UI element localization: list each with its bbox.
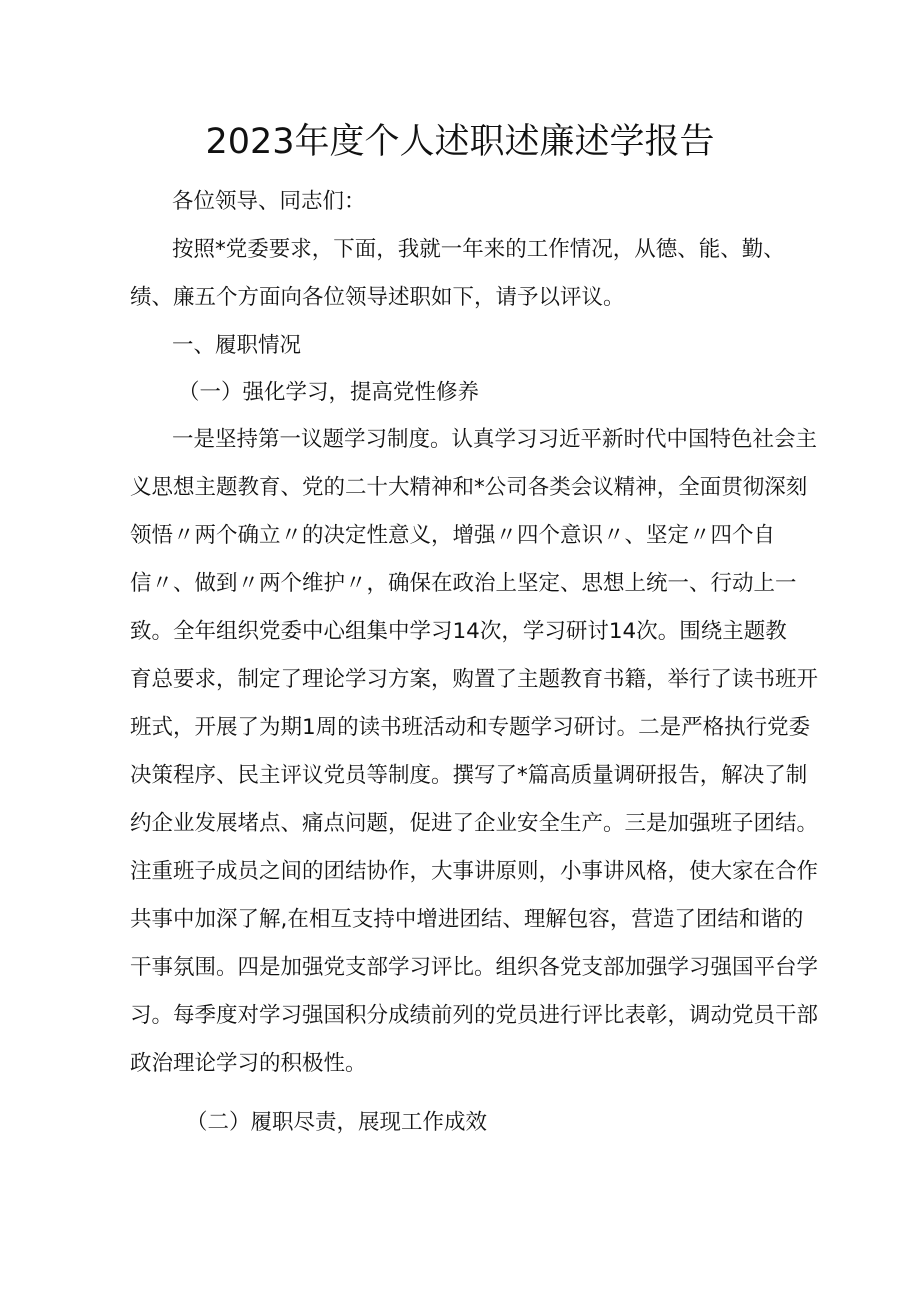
body-line: 政治理论学习的积极性。 — [130, 1051, 367, 1076]
body-line: 班式，开展了为期1周的读书班活动和专题学习研讨。二是严格执行党委 — [130, 715, 811, 740]
body-line: 决策程序、民主评议党员等制度。撰写了*篇高质量调研报告，解决了制 — [130, 763, 808, 788]
body-line: 约企业发展堵点、痛点问题，促进了企业安全生产。三是加强班子团结。 — [130, 811, 819, 836]
body-line: 一是坚持第一议题学习制度。认真学习习近平新时代中国特色社会主 — [172, 427, 818, 452]
subsection-heading: （一）强化学习，提高党性修养 — [178, 380, 480, 405]
body-line: 共事中加深了解,在相互支持中增进团结、理解包容，营造了团结和谐的 — [130, 907, 804, 932]
body-line: 义思想主题教育、党的二十大精神和*公司各类会议精神，全面贯彻深刻 — [130, 475, 808, 500]
document-title: 2023年度个人述职述廉述学报告 — [205, 122, 715, 162]
intro-line-2: 绩、廉五个方面向各位领导述职如下，请予以评议。 — [130, 285, 625, 310]
salutation: 各位领导、同志们： — [172, 189, 366, 214]
section-heading: 一、履职情况 — [172, 333, 302, 358]
body-line: 干事氛围。四是加强党支部学习评比。组织各党支部加强学习强国平台学 — [130, 955, 819, 980]
body-line: 注重班子成员之间的团结协作，大事讲原则，小事讲风格，使大家在合作 — [130, 859, 819, 884]
body-line: 信〃、做到〃两个维护〃，确保在政治上坚定、思想上统一、行动上一 — [130, 571, 797, 596]
intro-line-1: 按照*党委要求，下面，我就一年来的工作情况，从德、能、勤、 — [172, 237, 785, 262]
body-line: 致。全年组织党委中心组集中学习14次，学习研讨14次。围绕主题教 — [130, 619, 787, 644]
subsection-heading: （二）履职尽责，展现工作成效 — [186, 1110, 488, 1135]
body-line: 习。每季度对学习强国积分成绩前列的党员进行评比表彰，调动党员干部 — [130, 1003, 819, 1028]
body-line: 育总要求，制定了理论学习方案，购置了主题教育书籍，举行了读书班开 — [130, 667, 819, 692]
body-line: 领悟〃两个确立〃的决定性意义，增强〃四个意识〃、坚定〃四个自 — [130, 523, 776, 548]
